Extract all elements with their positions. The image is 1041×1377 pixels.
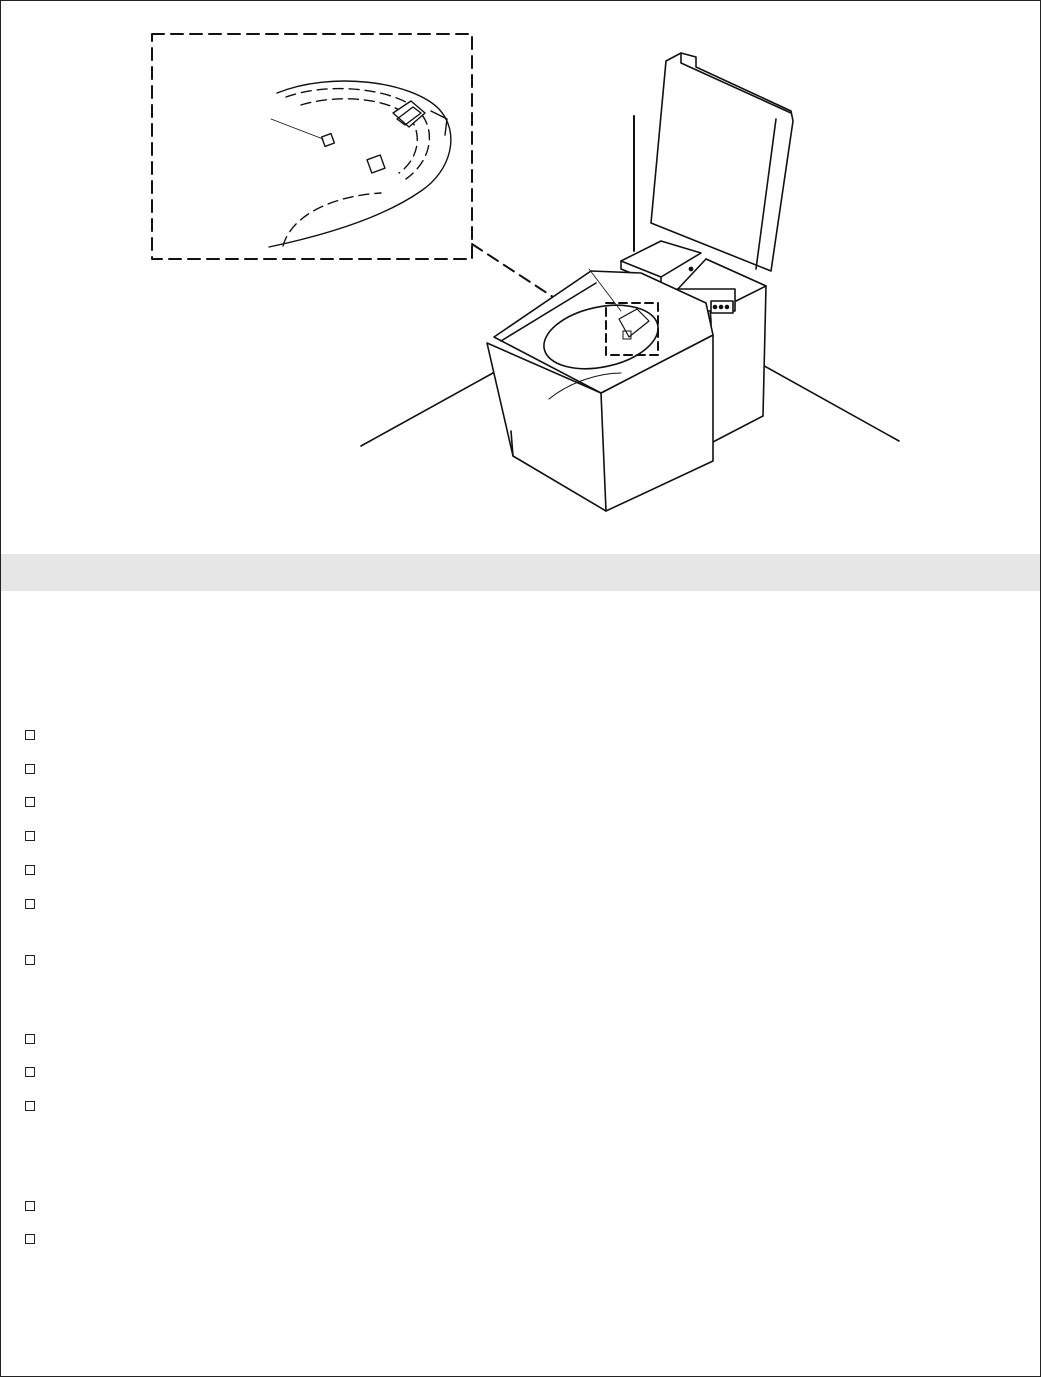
checklist-checkbox-12[interactable] bbox=[25, 1234, 35, 1244]
checklist-checkbox-10[interactable] bbox=[25, 1101, 35, 1111]
checklist bbox=[1, 1, 1040, 1376]
checklist-checkbox-4[interactable] bbox=[25, 831, 35, 841]
checklist-checkbox-8[interactable] bbox=[25, 1034, 35, 1044]
checklist-checkbox-7[interactable] bbox=[25, 955, 35, 965]
checklist-checkbox-2[interactable] bbox=[25, 764, 35, 774]
checklist-checkbox-11[interactable] bbox=[25, 1201, 35, 1211]
checklist-checkbox-9[interactable] bbox=[25, 1067, 35, 1077]
checklist-checkbox-3[interactable] bbox=[25, 797, 35, 807]
checklist-checkbox-1[interactable] bbox=[25, 730, 35, 740]
checklist-checkbox-6[interactable] bbox=[25, 899, 35, 909]
checklist-checkbox-5[interactable] bbox=[25, 865, 35, 875]
